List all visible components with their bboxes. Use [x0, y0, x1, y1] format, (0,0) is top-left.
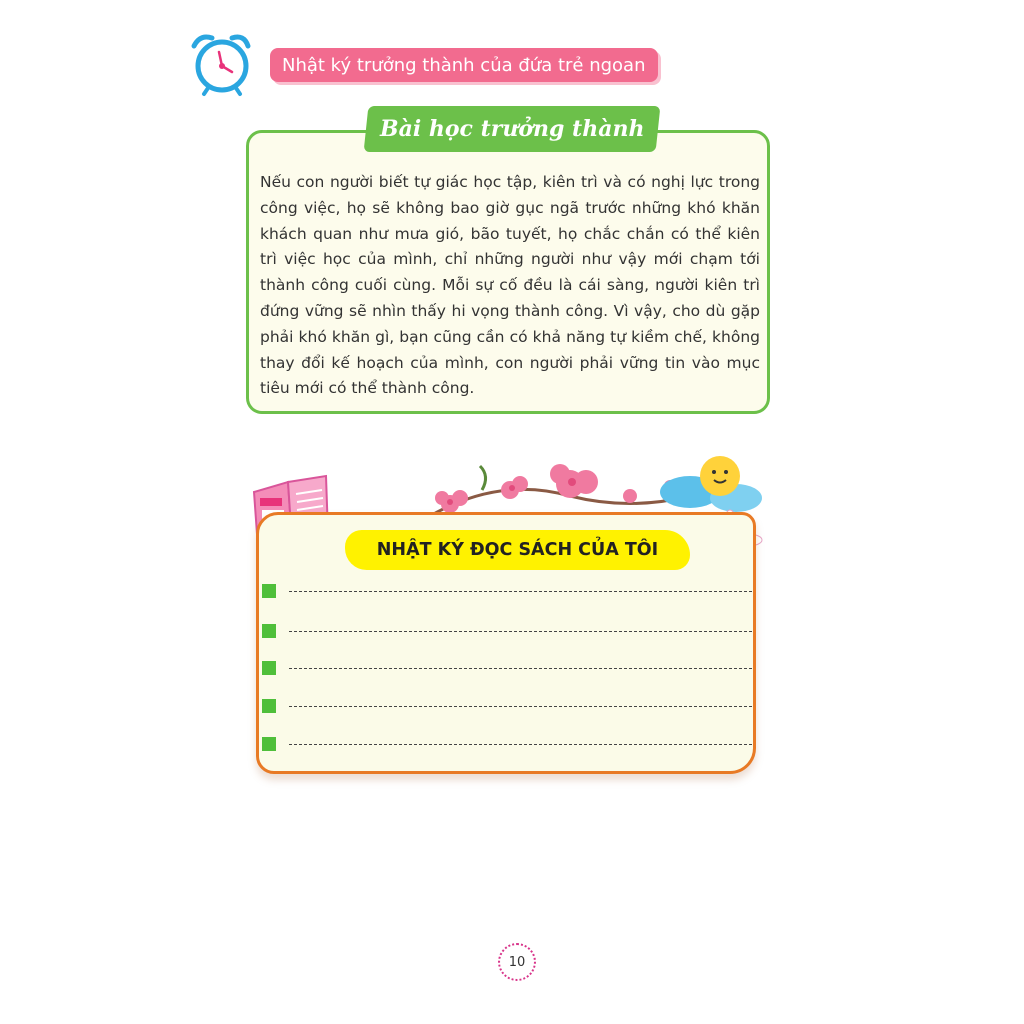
page-number: 10	[498, 943, 536, 981]
diary-title: NHẬT KÝ ĐỌC SÁCH CỦA TÔI	[376, 540, 659, 560]
diary-line[interactable]	[262, 580, 752, 602]
writing-line[interactable]	[289, 591, 752, 592]
lesson-text: Nếu con người biết tự giác học tập, kiên trì và có nghị lực trong công việc, họ sẽ không bao giờ gục ngã trước những khó khăn khách quan như mưa gió, bão tuyết, họ chắc chắn có thể kiên trì việc học của mình, chỉ những người như vậy mới chạm tới thành công cuối cùng. Mỗi sự cố đều là cái sàng, người kiên trì đứng vững sẽ nhìn thấy hi vọng thành công. Vì vậy, cho dù gặp phải khó khăn gì, bạn cũng cần có khả năng tự kiềm chế, không thay đổi kế hoạch của mình, con người phải vững tin vào mục tiêu mới có thể thành công.	[260, 173, 760, 398]
bullet-square-icon	[262, 737, 276, 751]
alarm-clock-icon	[186, 26, 258, 98]
writing-line[interactable]	[289, 706, 752, 707]
bullet-square-icon	[262, 699, 276, 713]
writing-line[interactable]	[289, 744, 752, 745]
diary-line[interactable]	[262, 657, 752, 679]
writing-line[interactable]	[289, 631, 752, 632]
lesson-title: Bài học trưởng thành	[379, 116, 645, 142]
bullet-square-icon	[262, 584, 276, 598]
diary-line[interactable]	[262, 695, 752, 717]
bullet-square-icon	[262, 661, 276, 675]
bullet-square-icon	[262, 624, 276, 638]
header-title: Nhật ký trưởng thành của đứa trẻ ngoan	[282, 54, 646, 76]
diary-line[interactable]	[262, 733, 752, 755]
diary-line[interactable]	[262, 620, 752, 642]
header-title-banner	[270, 48, 658, 82]
writing-line[interactable]	[289, 668, 752, 669]
lesson-title-tab	[364, 106, 661, 152]
